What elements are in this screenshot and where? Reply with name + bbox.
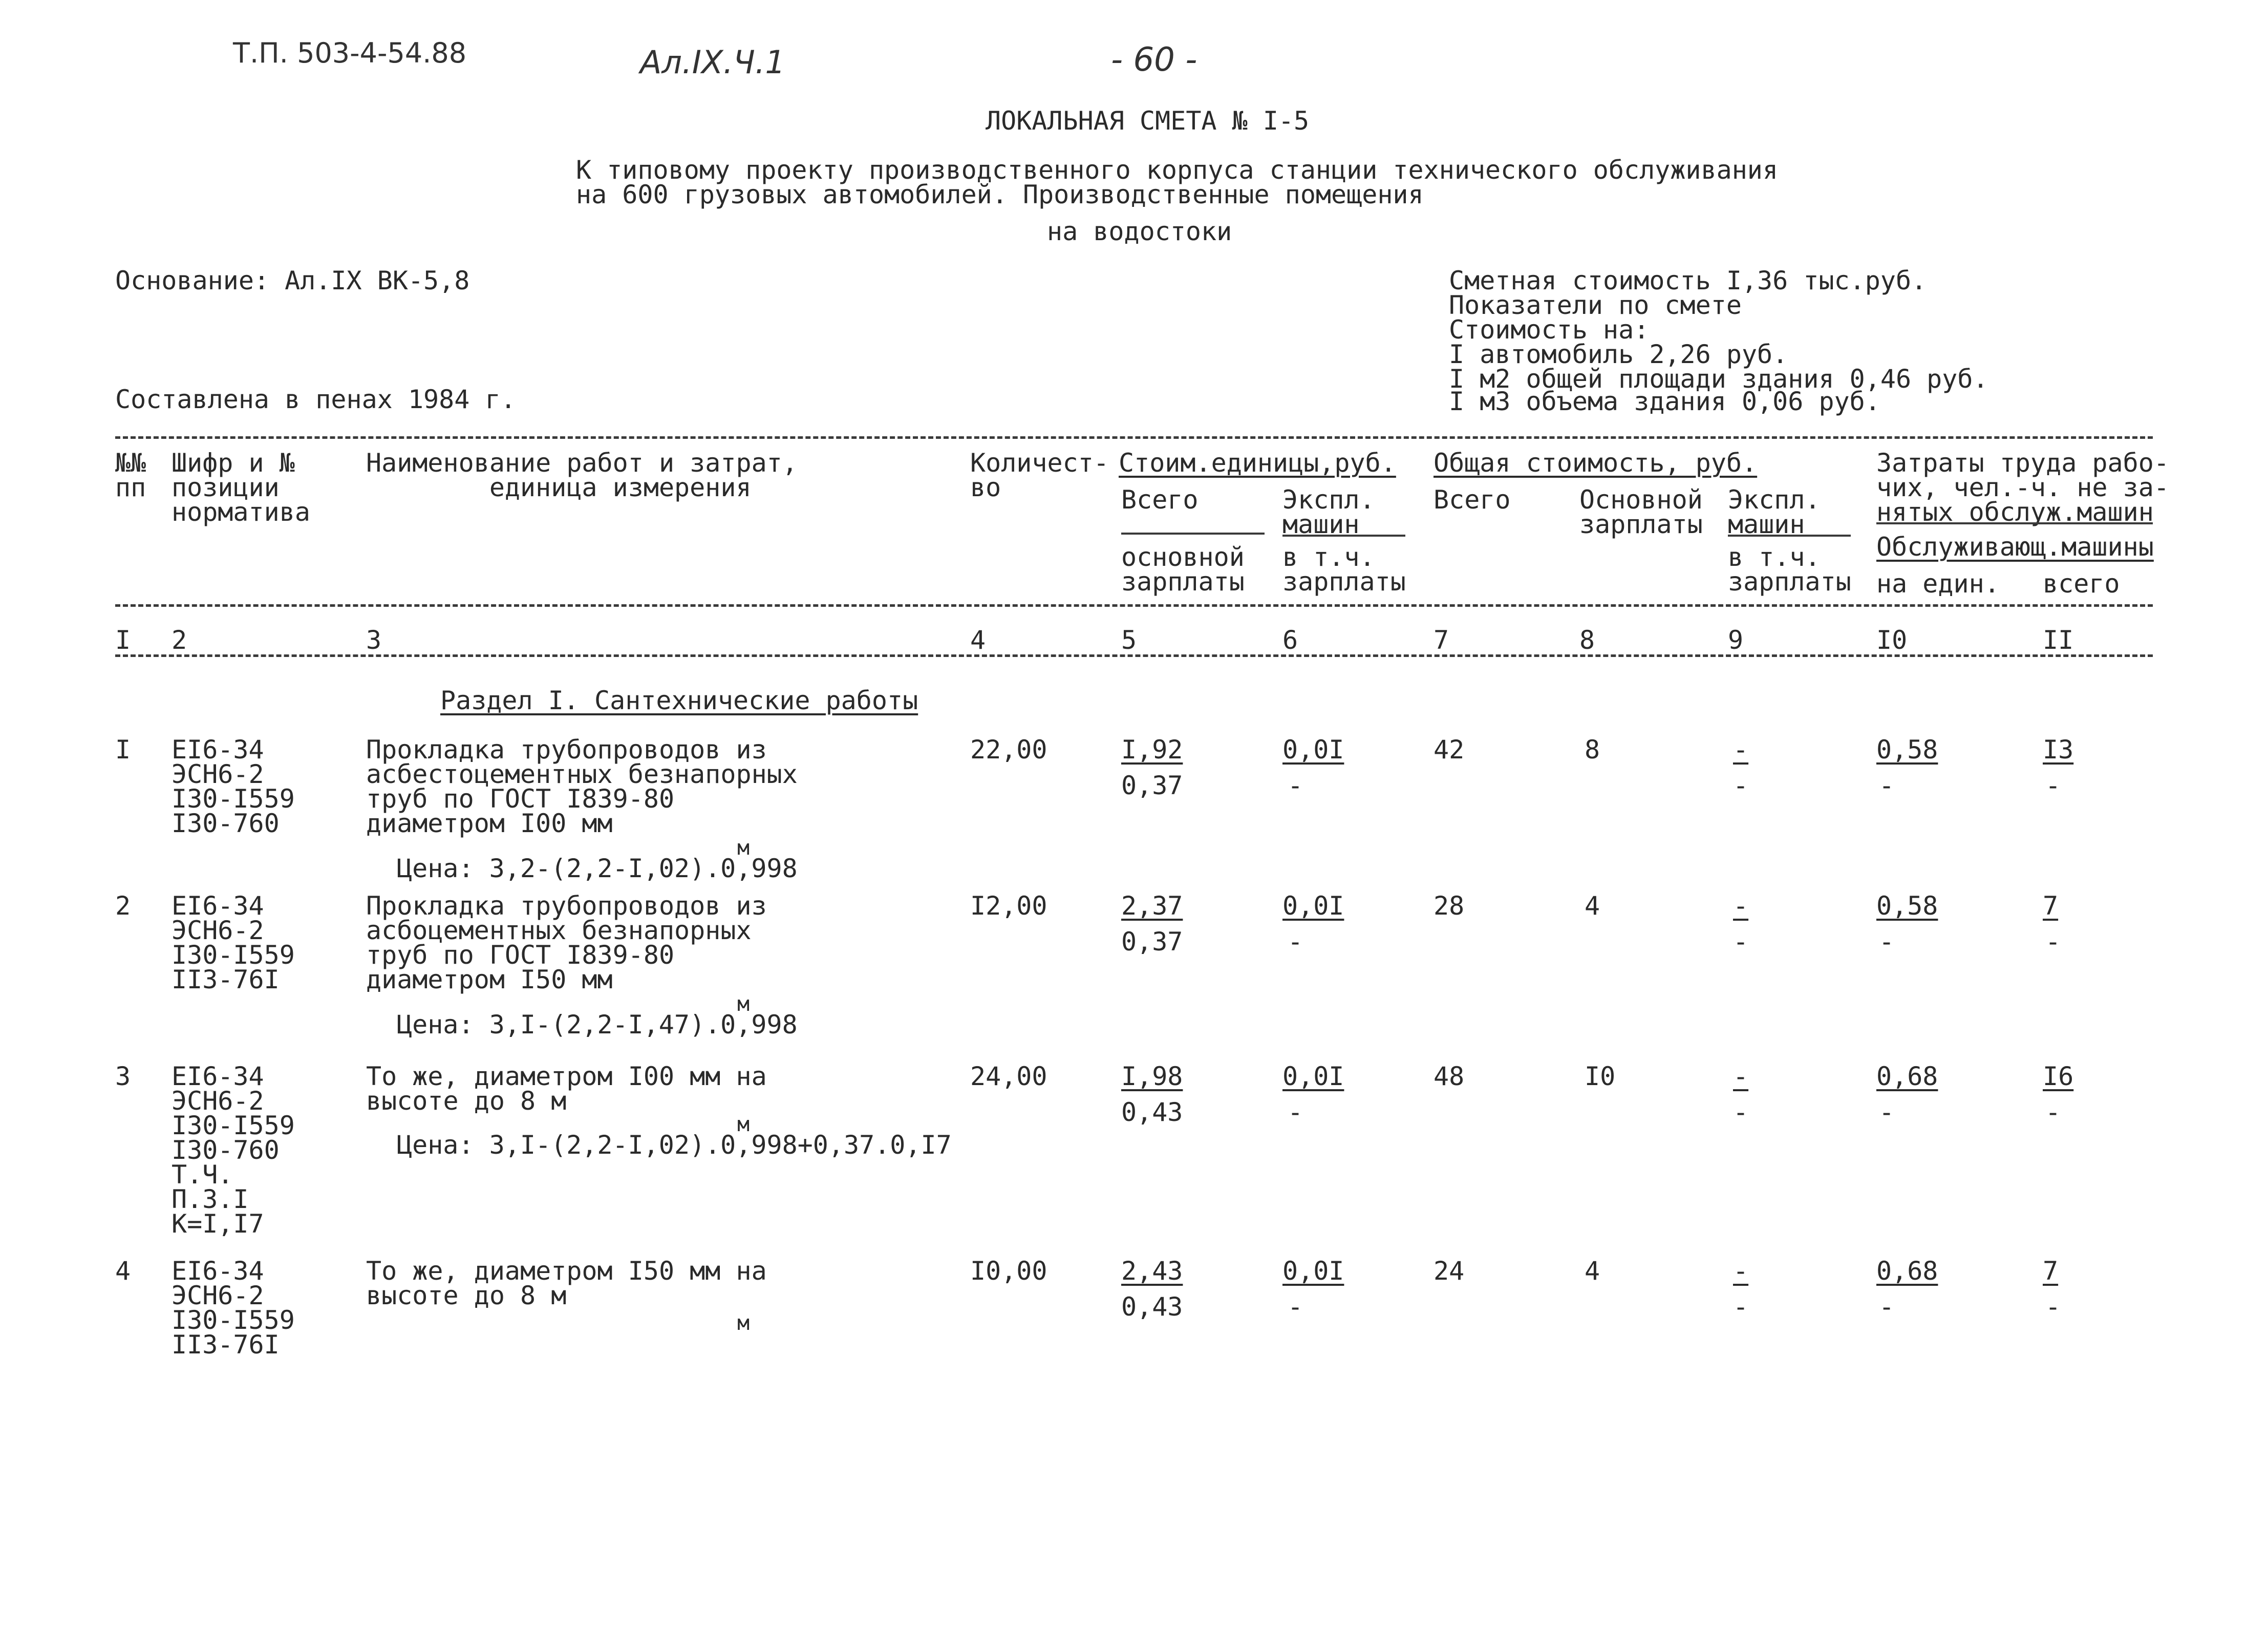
row-number: 4 xyxy=(115,1256,131,1286)
column-number: I xyxy=(115,625,131,655)
row-labor-total: 7 xyxy=(2043,1256,2059,1286)
row-total-mach: - xyxy=(1733,891,1749,921)
unit-cost-group-header: Стоим.единицы,руб. xyxy=(1119,448,1396,478)
total-cost-group-header: Общая стоимость, руб. xyxy=(1433,448,1758,478)
total-mach-header: Экспл. машин xyxy=(1728,485,1821,539)
row-code: EI6-34 ЭСН6-2 I30-I559 I30-760 Т.Ч. П.3.I К=I,I7 xyxy=(172,1062,295,1239)
row-total-mach: - xyxy=(1733,1256,1749,1286)
row-labor-total: 7 xyxy=(2043,891,2059,921)
col-name-header: Наименование работ и затрат, единица измерения xyxy=(366,448,798,502)
row-total-mach-salary: - xyxy=(1733,927,1749,957)
row-name: Прокладка трубопроводов из асбоцементных безнапорных труб по ГОСТ I839-80 диаметром I50 мм xyxy=(366,891,767,994)
total-base-salary-header: Основной зарплаты xyxy=(1579,485,1703,539)
column-number: I0 xyxy=(1876,625,1908,655)
prices-year: Составлена в пенах 1984 г. xyxy=(115,385,516,414)
row-unit-salary: 0,37 xyxy=(1121,927,1183,957)
row-unit-mach: 0,0I xyxy=(1282,1062,1344,1091)
row-labor-unit: 0,58 xyxy=(1876,735,1938,765)
column-number: 2 xyxy=(172,625,187,655)
row-unit-mach: 0,0I xyxy=(1282,1256,1344,1286)
estimated-cost: Сметная стоимость I,36 тыс.руб. xyxy=(1449,266,1927,295)
header-top-rule xyxy=(115,436,2153,439)
column-number: 3 xyxy=(366,625,382,655)
row-unit-total: I,92 xyxy=(1121,735,1183,765)
row-price-unit: м xyxy=(737,992,750,1016)
row-price: Цена: 3,I-(2,2-I,02).0,998+0,37.0,I7 xyxy=(397,1130,952,1160)
row-qty: 22,00 xyxy=(970,735,1047,765)
row-labor-unit-serv: - xyxy=(1879,1097,1895,1127)
labor-group-header: Затраты труда рабо- чих, чел.-ч. не за- нятых обслуж.машин xyxy=(1876,448,2169,527)
column-number: 7 xyxy=(1433,625,1449,655)
column-numbers-rule xyxy=(115,654,2153,657)
row-labor-total: I3 xyxy=(2043,735,2074,765)
unit-total-rule xyxy=(1121,533,1265,535)
row-labor-total-serv: - xyxy=(2045,771,2061,800)
labor-serving-header: Обслуживающ.машины xyxy=(1876,532,2154,562)
row-total-salary: 4 xyxy=(1585,891,1600,921)
col-num-header: №№ пп xyxy=(115,448,146,502)
column-number: 9 xyxy=(1728,625,1744,655)
document-title: ЛОКАЛЬНАЯ СМЕТА № I-5 xyxy=(986,106,1310,136)
cost-per-car: I автомобиль 2,26 руб. xyxy=(1449,340,1788,369)
row-total: 24 xyxy=(1433,1256,1465,1286)
unit-mach-rule xyxy=(1282,535,1405,537)
subtitle-line-1: К типовому проекту производственного корпуса станции технического обслуживания xyxy=(576,155,1778,185)
row-number: 3 xyxy=(115,1062,131,1091)
page-number: - 60 - xyxy=(1111,41,1197,79)
row-unit-salary: 0,37 xyxy=(1121,771,1183,800)
section-title: Раздел I. Сантехнические работы xyxy=(440,686,918,715)
row-labor-total-serv: - xyxy=(2045,1292,2061,1322)
total-incl-salary-header: в т.ч. зарплаты xyxy=(1728,542,1851,597)
row-unit-mach-salary: - xyxy=(1288,1097,1303,1127)
row-unit-salary: 0,43 xyxy=(1121,1097,1183,1127)
row-price-unit: м xyxy=(737,836,750,860)
row-labor-unit: 0,58 xyxy=(1876,891,1938,921)
row-unit-mach-salary: - xyxy=(1288,1292,1303,1322)
column-number: 6 xyxy=(1282,625,1298,655)
row-qty: I0,00 xyxy=(970,1256,1047,1286)
doc-code: Т.П. 503-4-54.88 xyxy=(233,37,467,69)
row-code: EI6-34 ЭСН6-2 I30-I559 I30-760 xyxy=(172,735,295,838)
row-unit-total: 2,43 xyxy=(1121,1256,1183,1286)
row-labor-unit: 0,68 xyxy=(1876,1256,1938,1286)
row-total-mach: - xyxy=(1733,1062,1749,1091)
row-total-mach: - xyxy=(1733,735,1749,765)
row-price-unit: м xyxy=(737,1311,750,1335)
column-number: 8 xyxy=(1579,625,1595,655)
row-unit-mach-salary: - xyxy=(1288,771,1303,800)
row-labor-total-serv: - xyxy=(2045,1097,2061,1127)
row-unit-salary: 0,43 xyxy=(1121,1292,1183,1322)
row-total: 28 xyxy=(1433,891,1465,921)
col-code-header: Шифр и № позиции норматива xyxy=(172,448,310,527)
row-unit-mach: 0,0I xyxy=(1282,735,1344,765)
row-name: То же, диаметром I50 мм на высоте до 8 м xyxy=(366,1256,767,1310)
row-total-mach-salary: - xyxy=(1733,1292,1749,1322)
cost-per-m3: I м3 объема здания 0,06 руб. xyxy=(1449,387,1880,416)
subtitle-line-3: на водостоки xyxy=(1047,217,1232,246)
total-total-header: Всего xyxy=(1433,485,1511,515)
row-price-unit: м xyxy=(737,1113,750,1136)
column-number: 5 xyxy=(1121,625,1137,655)
row-price: Цена: 3,I-(2,2-I,47).0,998 xyxy=(397,1010,798,1040)
row-unit-mach-salary: - xyxy=(1288,927,1303,957)
row-unit-total: I,98 xyxy=(1121,1062,1183,1091)
column-number: 4 xyxy=(970,625,986,655)
row-total-salary: 4 xyxy=(1585,1256,1600,1286)
total-mach-rule xyxy=(1728,535,1851,537)
row-unit-mach: 0,0I xyxy=(1282,891,1344,921)
row-total-salary: 8 xyxy=(1585,735,1600,765)
row-qty: 24,00 xyxy=(970,1062,1047,1091)
row-total-mach-salary: - xyxy=(1733,1097,1749,1127)
row-number: I xyxy=(115,735,131,765)
row-number: 2 xyxy=(115,891,131,921)
row-name: Прокладка трубопроводов из асбестоцементных безнапорных труб по ГОСТ I839-80 диаметром I00 мм xyxy=(366,735,798,838)
unit-incl-salary-header: в т.ч. зарплаты xyxy=(1282,542,1406,597)
unit-total-header: Всего xyxy=(1121,485,1199,515)
row-code: EI6-34 ЭСН6-2 I30-I559 II3-76I xyxy=(172,1256,295,1360)
indicators-label: Показатели по смете xyxy=(1449,290,1742,320)
col-qty-header: Количест- во xyxy=(970,448,1109,502)
row-labor-unit-serv: - xyxy=(1879,771,1895,800)
cost-per-m2: I м2 общей площади здания 0,46 руб. xyxy=(1449,364,1988,394)
row-labor-unit-serv: - xyxy=(1879,927,1895,957)
row-total: 48 xyxy=(1433,1062,1465,1091)
subtitle-line-2: на 600 грузовых автомобилей. Производственные помещения xyxy=(576,180,1424,209)
row-price: Цена: 3,2-(2,2-I,02).0,998 xyxy=(397,854,798,883)
row-total: 42 xyxy=(1433,735,1465,765)
row-labor-total-serv: - xyxy=(2045,927,2061,957)
labor-group-rule xyxy=(1876,522,2153,524)
row-labor-total: I6 xyxy=(2043,1062,2074,1091)
labor-per-unit-header: на един. xyxy=(1876,569,2000,599)
unit-base-salary-header: основной зарплаты xyxy=(1121,542,1245,597)
album-ref: Ал.IX.Ч.1 xyxy=(640,44,785,81)
row-code: EI6-34 ЭСН6-2 I30-I559 II3-76I xyxy=(172,891,295,994)
row-labor-unit-serv: - xyxy=(1879,1292,1895,1322)
row-name: То же, диаметром I00 мм на высоте до 8 м xyxy=(366,1062,767,1116)
row-qty: I2,00 xyxy=(970,891,1047,921)
row-labor-unit: 0,68 xyxy=(1876,1062,1938,1091)
column-number: II xyxy=(2043,625,2074,655)
cost-for-label: Стоимость на: xyxy=(1449,315,1650,345)
row-unit-total: 2,37 xyxy=(1121,891,1183,921)
unit-mach-header: Экспл. машин xyxy=(1282,485,1375,539)
basis: Основание: Ал.IX ВК-5,8 xyxy=(115,266,470,295)
row-total-mach-salary: - xyxy=(1733,771,1749,800)
row-total-salary: I0 xyxy=(1585,1062,1616,1091)
labor-total-header: всего xyxy=(2043,569,2120,599)
header-bottom-rule xyxy=(115,604,2153,607)
